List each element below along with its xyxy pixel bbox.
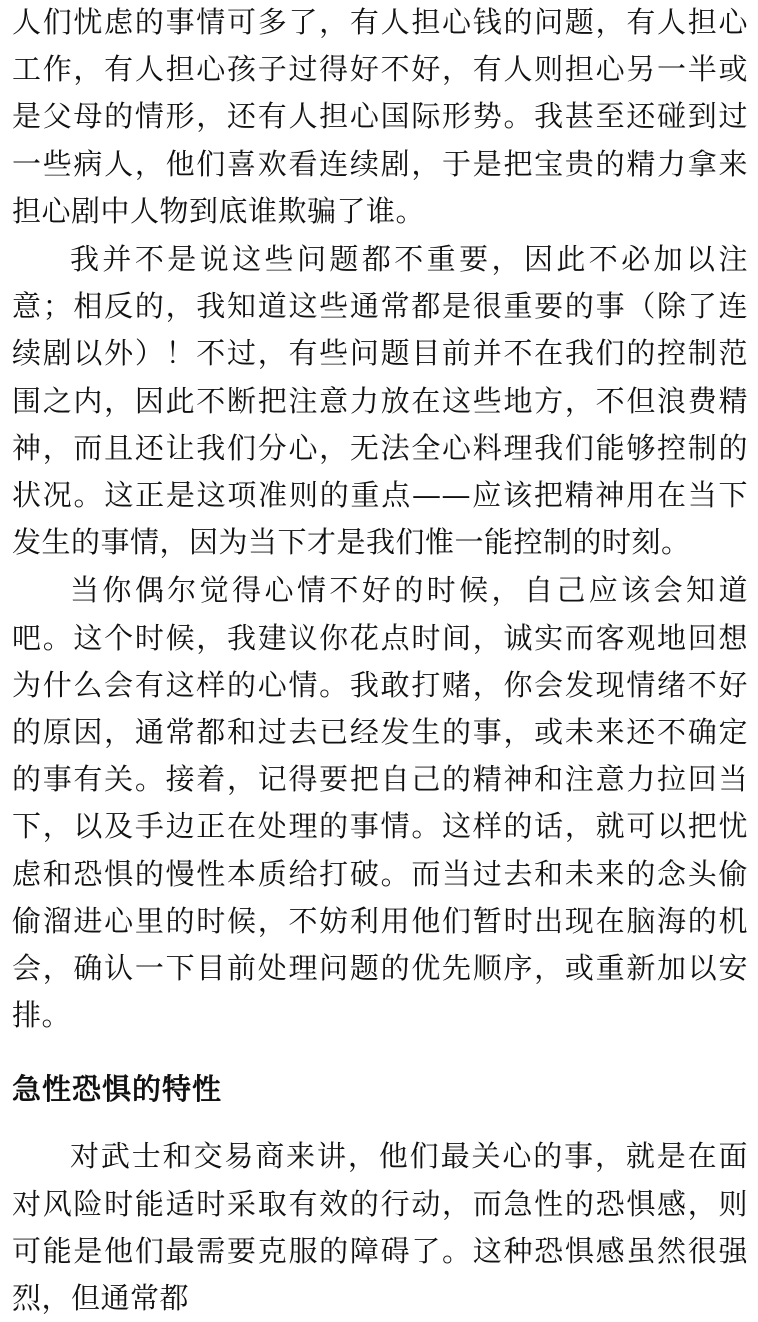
body-paragraph: 人们忧虑的事情可多了，有人担心钱的问题，有人担心工作，有人担心孩子过得好不好，有人则担心另一半或是父母的情形，还有人担心国际形势。我甚至还碰到过一些病人，他们喜欢看连续剧，于是把宝贵的精力拿来担心剧中人物到底谁欺骗了谁。 — [12, 5, 748, 228]
body-paragraph: 对武士和交易商来讲，他们最关心的事，就是在面对风险时能适时采取有效的行动，而急性的恐惧感，则可能是他们最需要克服的障碍了。这种恐惧感虽然很强烈，但通常都 — [12, 1139, 748, 1316]
body-paragraph: 当你偶尔觉得心情不好的时候，自己应该会知道吧。这个时候，我建议你花点时间，诚实而客观地回想为什么会有这样的心情。我敢打赌，你会发现情绪不好的原因，通常都和过去已经发生的事，或未来还不确定的事有关。接着，记得要把自己的精神和注意力拉回当下，以及手边正在处理的事情。这样的话，就可以把忧虑和恐惧的慢性本质给打破。而当过去和未来的念头偷偷溜进心里的时候，不妨利用他们暂时出现在脑海的机会，确认一下目前处理问题的优先顺序，或重新加以安排。 — [12, 573, 748, 1033]
document-page — [12, 0, 748, 1322]
body-paragraph: 我并不是说这些问题都不重要，因此不必加以注意；相反的，我知道这些通常都是很重要的事（除了连续剧以外）！不过，有些问题目前并不在我们的控制范围之内，因此不断把注意力放在这些地方，不但浪费精神，而且还让我们分心，无法全心料理我们能够控制的状况。这正是这项准则的重点——应该把精神用在当下发生的事情，因为当下才是我们惟一能控制的时刻。 — [12, 242, 748, 560]
section-heading: 急性恐惧的特性 — [12, 1072, 223, 1107]
